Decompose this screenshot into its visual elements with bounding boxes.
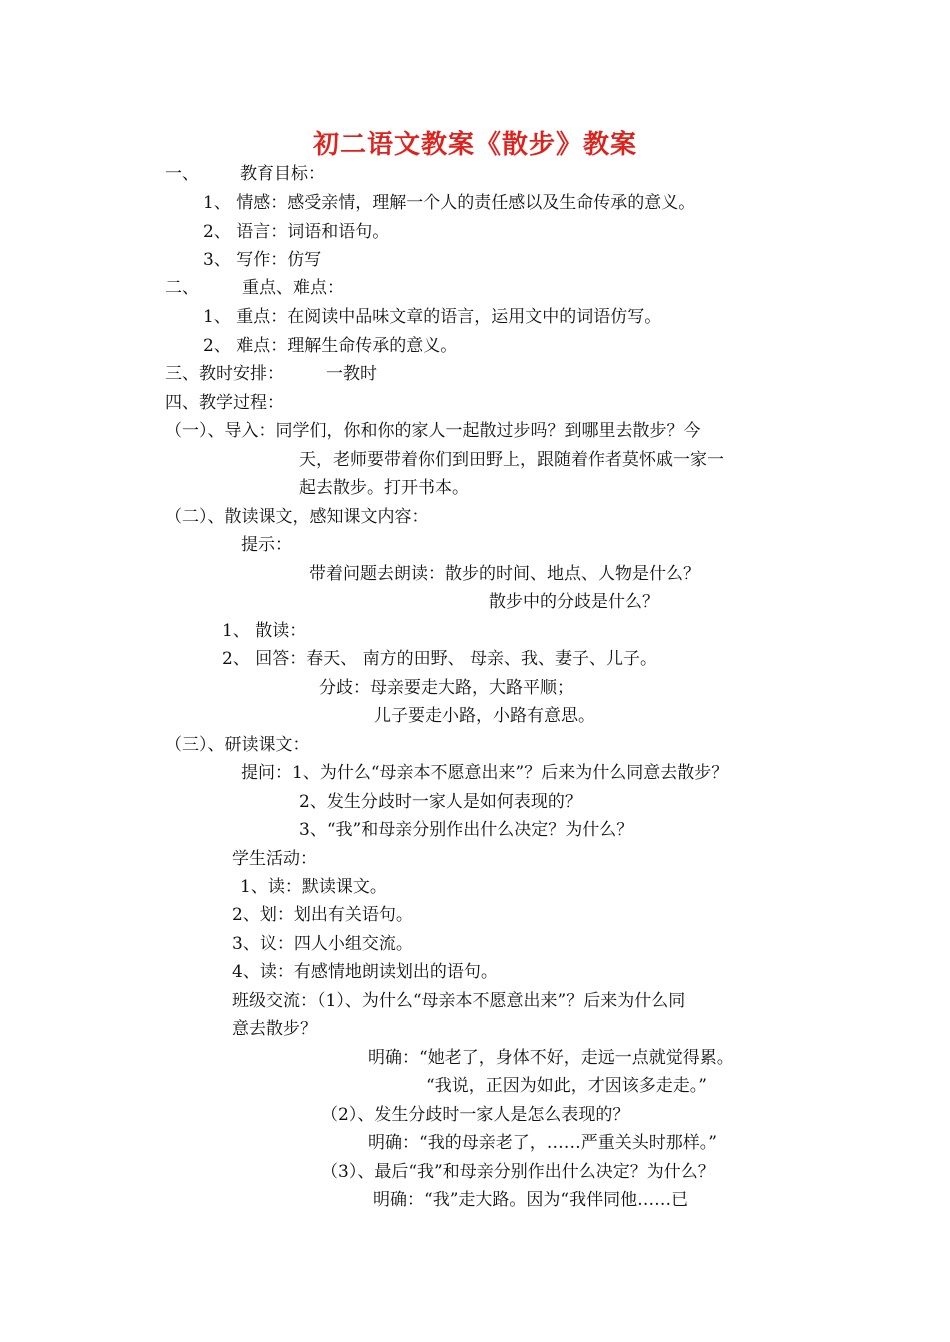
divergence-son: 儿子要走小路，小路有意思。: [374, 706, 595, 726]
hint-question-2: 散步中的分歧是什么？: [489, 592, 659, 612]
class-exchange-line-2: 意去散步？: [232, 1019, 317, 1039]
difficult-point: 2、 难点：理解生命传承的意义。: [203, 336, 458, 356]
clarify-2: 明确：“我的母亲老了，……严重关头时那样。”: [368, 1133, 717, 1153]
step-scan-read: 1、 散读：: [222, 621, 307, 641]
hint-question-1: 带着问题去朗读：散步的时间、地点、人物是什么？: [309, 564, 700, 584]
part-2-heading: （二）、散读课文，感知课文内容：: [165, 507, 429, 527]
activity-read: 1、读：默读课文。: [240, 877, 387, 897]
activity-read-aloud: 4、读：有感情地朗读划出的语句。: [232, 962, 498, 982]
section-3-value: 一教时: [326, 364, 377, 384]
clarify-3: 明确：“我”走大路。因为“我伴同他……已: [373, 1190, 689, 1210]
activity-discuss: 3、议：四人小组交流。: [232, 934, 413, 954]
section-1-heading: 教育目标：: [240, 164, 325, 184]
section-2-heading: 重点、难点：: [242, 278, 344, 298]
question-1: 提问：1、为什么“母亲本不愿意出来”？后来为什么同意去散步？: [241, 763, 729, 783]
exchange-question-3: （3）、最后“我”和母亲分别作出什么决定？为什么？: [321, 1162, 715, 1182]
question-3: 3、“我”和母亲分别作出什么决定？为什么？: [299, 820, 634, 840]
clarify-1-line-1: 明确：“她老了，身体不好，走远一点就觉得累。: [368, 1048, 734, 1068]
objective-language: 2、 语言：词语和语句。: [203, 222, 390, 242]
divergence-mother: 分歧：母亲要走大路，大路平顺；: [319, 678, 574, 698]
step-answer: 2、 回答：春天、 南方的田野、 母亲、我、妻子、儿子。: [222, 649, 658, 669]
section-1-number: 一、: [165, 164, 199, 184]
intro-line-1: （一）、导入：同学们，你和你的家人一起散过步吗？到哪里去散步？今: [165, 421, 701, 441]
objective-writing: 3、 写作：仿写: [203, 250, 322, 270]
objective-emotion: 1、 情感：感受亲情，理解一个人的责任感以及生命传承的意义。: [203, 193, 696, 213]
intro-line-3: 起去散步。打开书本。: [299, 478, 469, 498]
document-title: 初二语文教案《散步》教案: [312, 130, 637, 160]
student-activity-label: 学生活动：: [232, 849, 317, 869]
intro-line-2: 天，老师要带着你们到田野上，跟随着作者莫怀戚一家一: [299, 450, 724, 470]
class-exchange-line-1: 班级交流：（1）、为什么“母亲本不愿意出来”？后来为什么同: [232, 991, 686, 1011]
part-3-heading: （三）、研读课文：: [165, 735, 310, 755]
question-2: 2、发生分歧时一家人是如何表现的？: [299, 792, 582, 812]
section-2-number: 二、: [165, 278, 199, 298]
section-3-heading: 三、教时安排：: [165, 364, 284, 384]
clarify-1-line-2: “我说，正因为如此，才因该多走走。”: [426, 1076, 707, 1096]
activity-mark: 2、划：划出有关语句。: [232, 905, 413, 925]
section-4-heading: 四、教学过程：: [165, 393, 284, 413]
hint-label: 提示：: [241, 535, 292, 555]
key-point: 1、 重点：在阅读中品味文章的语言，运用文中的词语仿写。: [203, 307, 662, 327]
exchange-question-2: （2）、发生分歧时一家人是怎么表现的？: [321, 1105, 630, 1125]
